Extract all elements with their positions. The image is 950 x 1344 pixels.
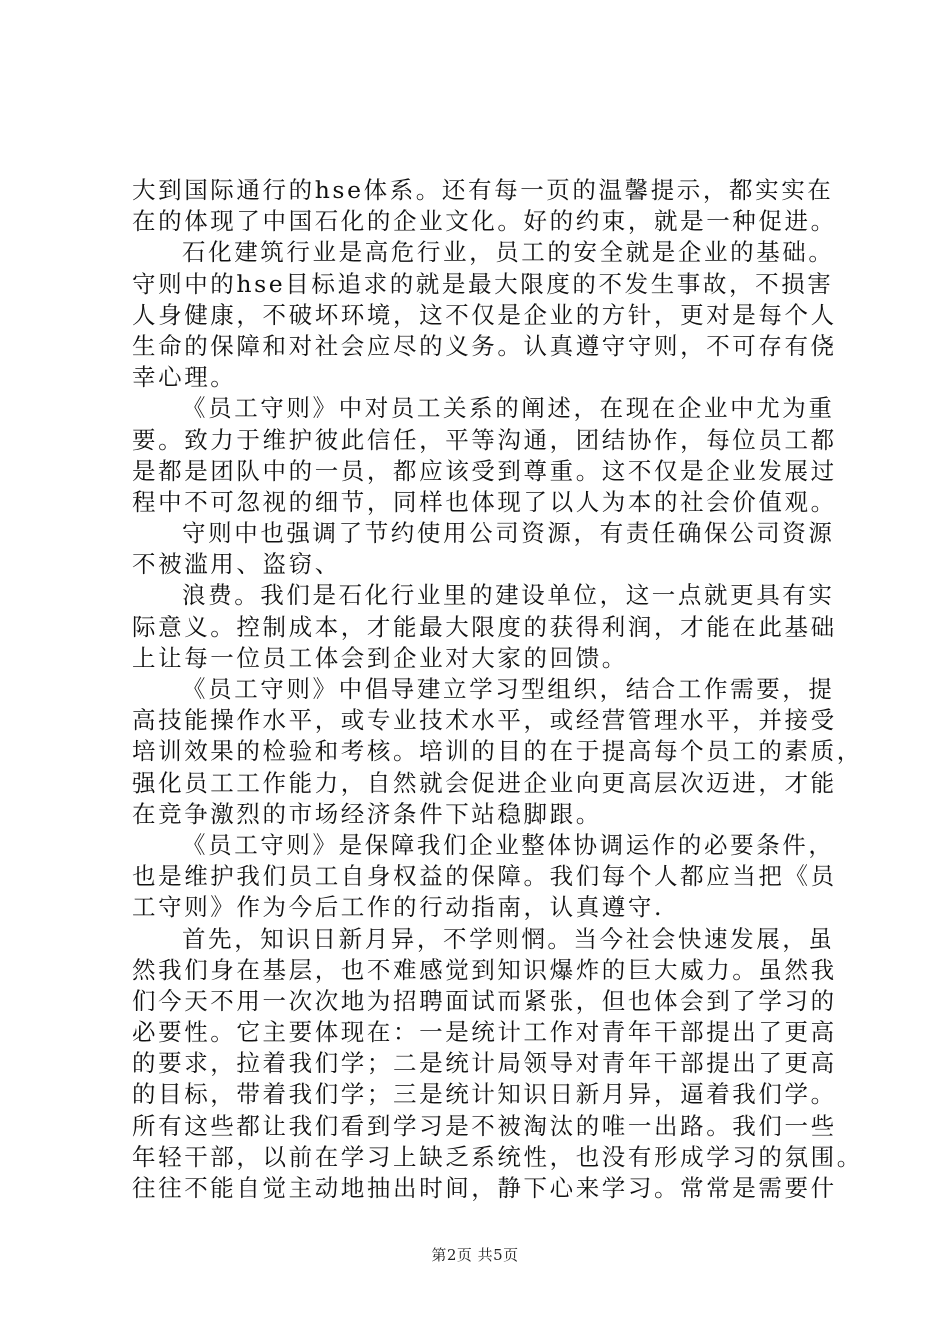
text-line: 生命的保障和对社会应尽的义务。认真遵守守则，不可存有侥: [132, 331, 837, 360]
text-line: 工守则》作为今后工作的行动指南，认真遵守.: [132, 893, 665, 922]
text-line: 也是维护我们员工自身权益的保障。我们每个人都应当把《员: [132, 862, 837, 891]
text-line: 在的体现了中国石化的企业文化。好的约束，就是一种促进。: [132, 207, 837, 236]
text-line: 幸心理。: [132, 363, 237, 392]
text-line: 石化建筑行业是高危行业，员工的安全就是企业的基础。: [182, 238, 835, 267]
text-line: 在竞争激烈的市场经济条件下站稳脚跟。: [132, 799, 602, 828]
text-line: 程中不可忽视的细节，同样也体现了以人为本的社会价值观。: [132, 487, 837, 516]
text-line: 要。致力于维护彼此信任，平等沟通，团结协作，每位员工都: [132, 425, 837, 454]
text-line: 际意义。控制成本，才能最大限度的获得利润，才能在此基础: [132, 612, 837, 641]
page-footer: 第2页 共5页: [431, 1246, 519, 1264]
text-line: 不被滥用、盗窃、: [132, 550, 341, 579]
text-line: 大到国际通行的hse体系。还有每一页的温馨提示，都实实在: [132, 176, 834, 204]
text-line: 高技能操作水平，或专业技术水平，或经营管理水平，并接受: [132, 706, 837, 735]
text-line: 年轻干部，以前在学习上缺乏系统性，也没有形成学习的氛围。: [132, 1142, 863, 1171]
text-line: 守则中的hse目标追求的就是最大限度的不发生事故，不损害: [132, 269, 834, 298]
text-line: 守则中也强调了节约使用公司资源，有责任确保公司资源: [182, 519, 835, 548]
text-line: 往往不能自觉主动地抽出时间，静下心来学习。常常是需要什: [132, 1174, 837, 1202]
text-line: 人身健康，不破坏环境，这不仅是企业的方针，更对是每个人: [132, 300, 837, 329]
text-line: 的目标，带着我们学；三是统计知识日新月异，逼着我们学。: [132, 1080, 837, 1109]
text-line: 然我们身在基层，也不难感觉到知识爆炸的巨大威力。虽然我: [132, 955, 837, 984]
text-line: 的要求，拉着我们学；二是统计局领导对青年干部提出了更高: [132, 1049, 837, 1078]
text-line: 是都是团队中的一员，都应该受到尊重。这不仅是企业发展过: [132, 456, 837, 485]
text-line: 首先，知识日新月异，不学则惘。当今社会快速发展，虽: [182, 924, 835, 953]
text-line: 《员工守则》是保障我们企业整体协调运作的必要条件，: [182, 830, 835, 859]
text-line: 所有这些都让我们看到学习是不被淘汰的唯一出路。我们一些: [132, 1111, 837, 1140]
text-line: 浪费。我们是石化行业里的建设单位，这一点就更具有实: [182, 581, 835, 610]
text-line: 培训效果的检验和考核。培训的目的在于提高每个员工的素质，: [132, 737, 863, 766]
text-line: 强化员工工作能力，自然就会促进企业向更高层次迈进，才能: [132, 768, 837, 797]
document-body: [132, 175, 863, 1204]
text-line: 上让每一位员工体会到企业对大家的回馈。: [132, 643, 628, 672]
text-line: 们今天不用一次次地为招聘面试而紧张，但也体会到了学习的: [132, 986, 837, 1015]
text-line: 《员工守则》中对员工关系的阐述，在现在企业中尤为重: [182, 394, 835, 423]
text-line: 必要性。它主要体现在：一是统计工作对青年干部提出了更高: [132, 1018, 837, 1047]
text-line: 《员工守则》中倡导建立学习型组织，结合工作需要，提: [182, 675, 835, 703]
